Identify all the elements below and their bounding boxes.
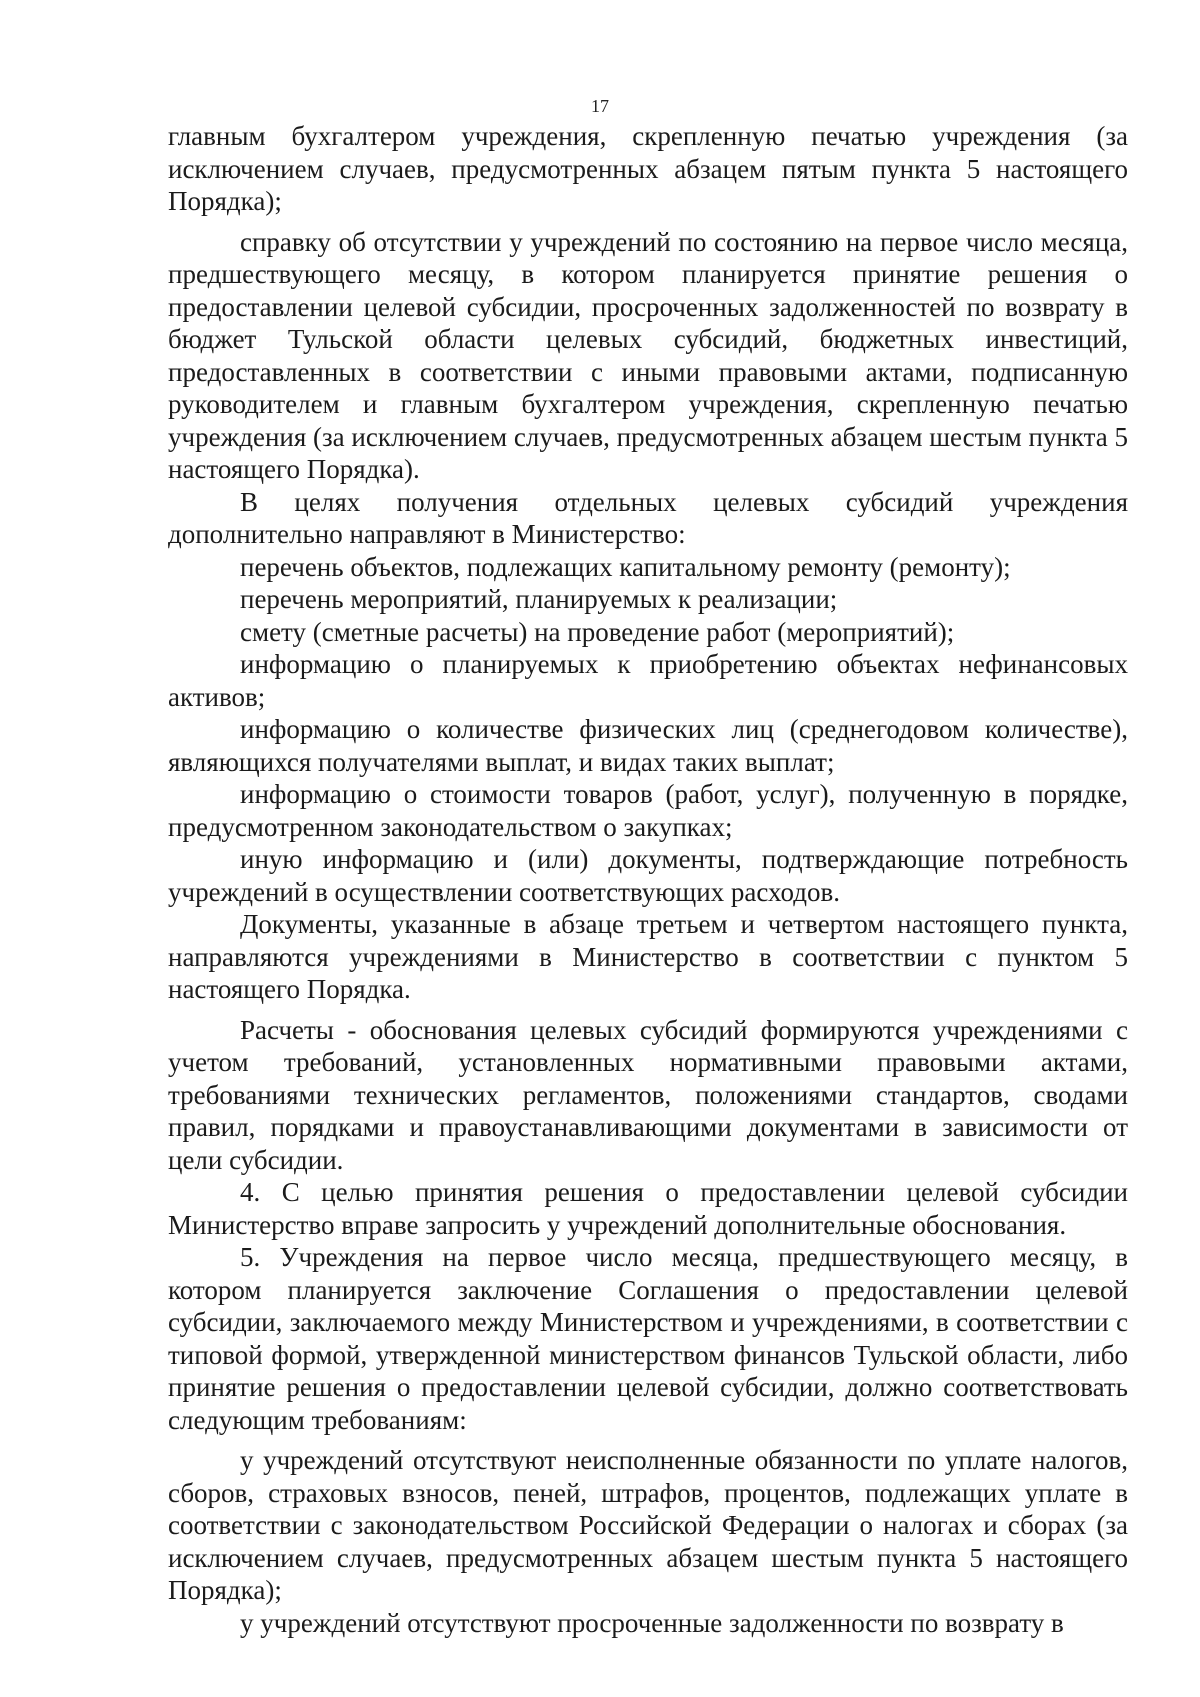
paragraph-no-tax-arrears: у учреждений отсутствуют неисполненные обязанности по уплате налогов, сборов, страховых взносов, пеней, штрафов, процентов, подлежащих уплате в соответствии с законодательством Российской Федерации о налогах и сборах (за исключением случаев, предусмотренных абзацем шестым пункта 5 настоящего Порядка);	[168, 1445, 1128, 1605]
paragraph-no-overdue-debt: у учреждений отсутствуют просроченные задолженности по возврату в	[240, 1607, 1064, 1638]
paragraph-documents-directed: Документы, указанные в абзаце третьем и четвертом настоящего пункта, направляются учреждениями в Министерство в соответствии с пунктом 5 настоящего Порядка.	[168, 909, 1128, 1004]
list-item-activities: перечень мероприятий, планируемых к реализации;	[240, 584, 838, 614]
list-item-other-information: иную информацию и (или) документы, подтверждающие потребность учреждений в осуществлении соответствующих расходов.	[168, 844, 1128, 907]
paragraph-additional-documents: В целях получения отдельных целевых субсидий учреждения дополнительно направляют в Министерство:	[168, 486, 1128, 549]
list-item-objects-repair: перечень объектов, подлежащих капитальному ремонту (ремонту);	[240, 551, 1011, 582]
paragraph-item-4: 4. С целью принятия решения о предоставлении целевой субсидии Министерство вправе запросить у учреждений дополнительные обоснования.	[168, 1177, 1128, 1240]
list-item-cost-of-goods: информацию о стоимости товаров (работ, услуг), полученную в порядке, предусмотренном законодательством о закупках;	[168, 779, 1128, 842]
list-item-nonfinancial-assets: информацию о планируемых к приобретению объектах нефинансовых активов;	[168, 649, 1128, 712]
paragraph-item-5: 5. Учреждения на первое число месяца, предшествующего месяцу, в котором планируется заключение Соглашения о предоставлении целевой субсидии, заключаемого между Министерством и учреждениями, в соответствии с типовой формой, утвержденной министерством финансов Тульской области, либо принятие решения о предоставлении целевой субсидии, должно соответствовать следующим требованиям:	[168, 1242, 1128, 1435]
paragraph-continuation: главным бухгалтером учреждения, скрепленную печатью учреждения (за исключением случаев, предусмотренных абзацем пятым пункта 5 настоящего Порядка);	[168, 121, 1128, 216]
page-number: 17	[591, 96, 609, 116]
list-item-individuals: информацию о количестве физических лиц (среднегодовом количестве), являющихся получателями выплат, и видах таких выплат;	[168, 714, 1128, 777]
paragraph-certificate: справку об отсутствии у учреждений по состоянию на первое число месяца, предшествующего месяцу, в котором планируется принятие решения о предоставлении целевой субсидии, просроченных задолженностей по возврату в бюджет Тульской области целевых субсидий, бюджетных инвестиций, предоставленных в соответствии с иными правовыми актами, подписанную руководителем и главным бухгалтером учреждения, скрепленную печатью учреждения (за исключением случаев, предусмотренных абзацем шестым пункта 5 настоящего Порядка).	[168, 226, 1128, 484]
list-item-estimate: смету (сметные расчеты) на проведение работ (мероприятий);	[240, 616, 955, 647]
paragraph-calculations: Расчеты - обоснования целевых субсидий формируются учреждениями с учетом требований, установленных нормативными правовыми актами, требованиями технических регламентов, положениями стандартов, сводами правил, порядками и правоустанавливающими документами в зависимости от цели субсидии.	[168, 1014, 1128, 1175]
document-body	[168, 120, 1128, 1639]
